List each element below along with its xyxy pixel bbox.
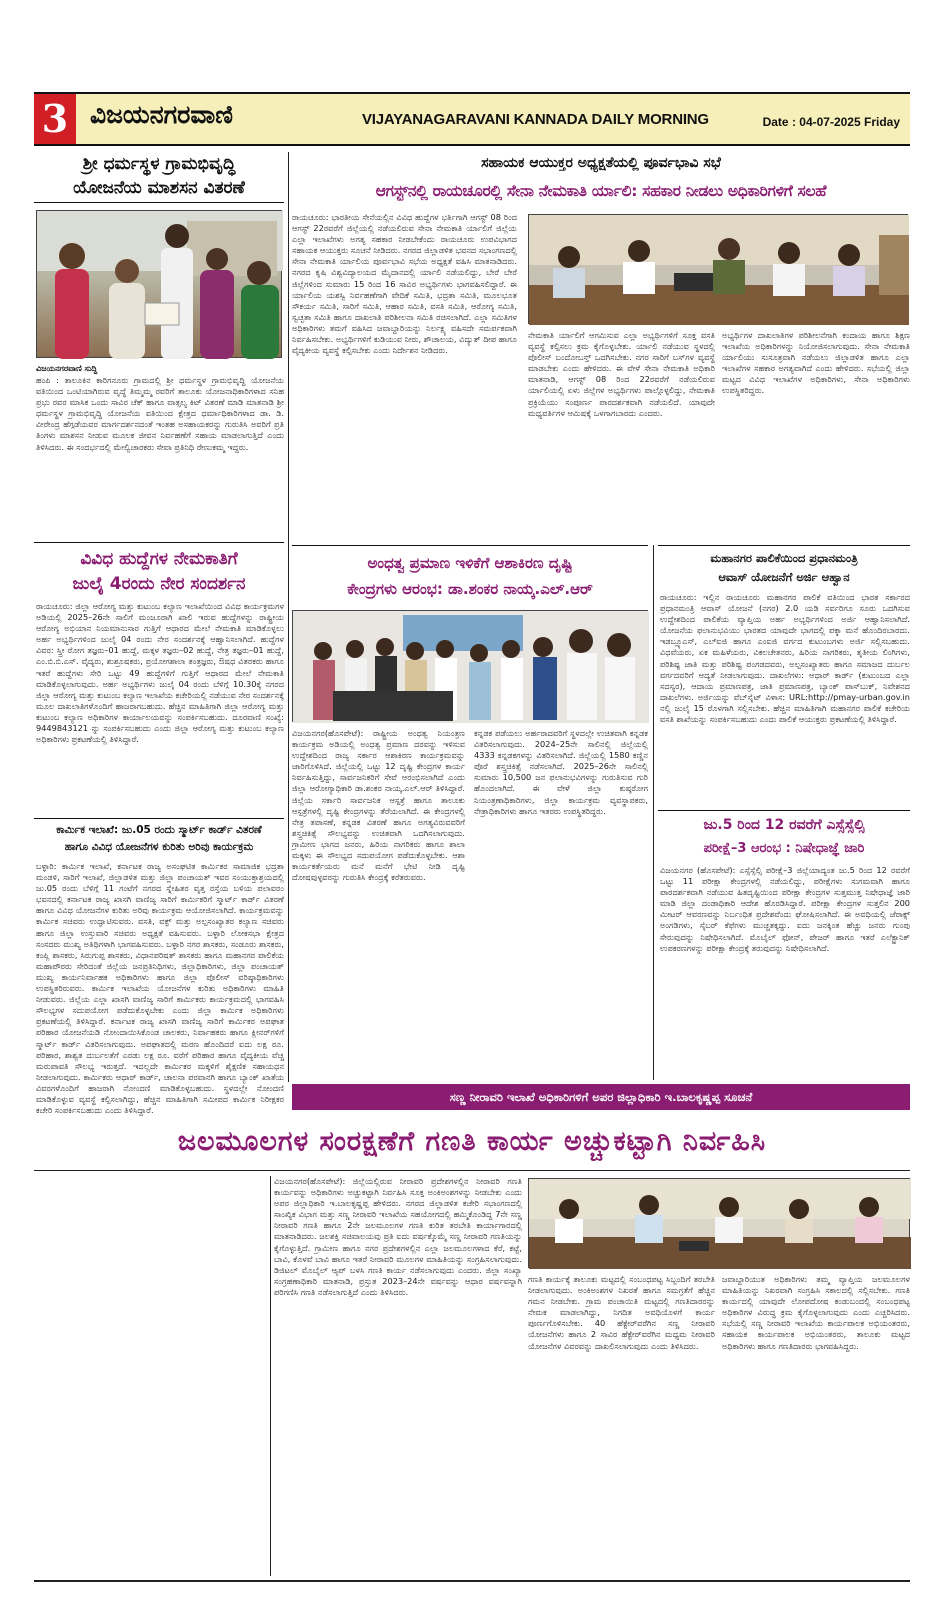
article-body: ರಾಯಚೂರು: ಜಿಲ್ಲಾ ಆರೋಗ್ಯ ಮತ್ತು ಕುಟುಂಬ ಕಲ್ಯಾಣ ಇಲಾಖೆಯಿಂದ ವಿವಿಧ ಕಾರ್ಯಕ್ರಮಗಳ ಅಡಿಯಲ್ಲಿ 2025–26ನೇ ಸಾಲಿಗೆ ಮಂಜೂರಾಗಿ ಖಾಲಿ ಇರುವ ಹುದ್ದೆಗಳನ್ನು ರಾಷ್ಟ್ರೀಯ ಆರೋಗ್ಯ ಅಭಿಯಾನ ನಿಯಮಾನುಸಾರ ಗುತ್ತಿಗೆ ಆಧಾರದ ಮೇಲೆ ನೇಮಕಾತಿ ಮಾಡಿಕೊಳ್ಳಲು ಅರ್ಹ ಅಭ್ಯರ್ಥಿಗಳಿಂದ ಜುಲೈ 04 ರಂದು ನೇರ ಸಂದರ್ಶನಕ್ಕೆ ಆಹ್ವಾನಿಸಲಾಗಿದೆ. ಹುದ್ದೆಗಳ ವಿವರ: ಸ್ತ್ರೀ ರೋಗ ತಜ್ಞರು–01 ಹುದ್ದೆ, ಮಕ್ಕಳ ತಜ್ಞರು–02 ಹುದ್ದೆ, ನೇತ್ರ ತಜ್ಞರು–01 ಹುದ್ದೆ, ಎಂ.ಬಿ.ಬಿ.ಎಸ್. ವೈದ್ಯರು, ಶುಶ್ರೂಷಕರು, ಪ್ರಯೋಗಶಾಲಾ ತಂತ್ರಜ್ಞರು, ಔಷಧ ವಿತರಕರು ಹಾಗೂ ಇತರೆ ಹುದ್ದೆಗಳು ಸೇರಿ ಒಟ್ಟು 49 ಹುದ್ದೆಗಳಿಗೆ ಗುತ್ತಿಗೆ ಆಧಾರದ ಮೇಲೆ ನೇಮಕಾತಿ ಮಾಡಿಕೊಳ್ಳಲಾಗುವುದು. ಅರ್ಹ ಅಭ್ಯರ್ಥಿಗಳು ಜುಲೈ 04 ರಂದು ಬೆಳಿಗ್ಗೆ 10.30ಕ್ಕೆ ನಗರದ ಜಿಲ್ಲಾ ಆರೋಗ್ಯ ಮತ್ತು ಕುಟುಂಬ ಕಲ್ಯಾಣ ಇಲಾಖೆಯ ಕಚೇರಿಯಲ್ಲಿ ನಡೆಯುವ ನೇರ ಸಂದರ್ಶನಕ್ಕೆ ಮೂಲ ದಾಖಲಾತಿಗಳೊಂದಿಗೆ ಹಾಜರಾಗಬಹುದು. ಹೆಚ್ಚಿನ ಮಾಹಿತಿಗಾಗಿ ಜಿಲ್ಲಾ ಆರೋಗ್ಯ ಮತ್ತು ಕುಟುಂಬ ಕಲ್ಯಾಣ ಅಧಿಕಾರಿಗಳ ಕಾರ್ಯಾಲಯವನ್ನು ಸಂಪರ್ಕಿಸಬಹುದು. ದೂರವಾಣಿ ಸಂಖ್ಯೆ: 9449843121 ನ್ನು ಸಂಪರ್ಕಿಸಬಹುದು ಎಂದು ಜಿಲ್ಲಾ ಆರೋಗ್ಯ ಮತ್ತು ಕುಟುಂಬ ಕಲ್ಯಾಣ ಅಧಿಕಾರಿಗಳು ಪ್ರಕಟಣೆಯಲ್ಲಿ ತಿಳಿಸಿದ್ದಾರೆ. — [36, 601, 284, 745]
article-awas-yojana — [658, 545, 910, 807]
headline-line-2: ಜುಲೈ 4ರಂದು ನೇರ ಸಂದರ್ಶನ — [72, 574, 246, 594]
article-sena-rally — [292, 152, 910, 540]
article-direct-interview — [34, 542, 284, 814]
kicker: ಸಹಾಯಕ ಆಯುಕ್ತರ ಅಧ್ಯಕ್ಷತೆಯಲ್ಲಿ ಪೂರ್ವಭಾವಿ ಸಭೆ — [481, 155, 721, 171]
headline-line-1: ಜು.5 ರಿಂದ 12 ರವರೆಗೆ ಎಸ್ಸೆಸ್ಸೆಲ್ಸಿ — [703, 817, 865, 833]
article-body-col1: ರಾಯಚೂರು: ಭಾರತೀಯ ಸೇನೆಯಲ್ಲಿನ ವಿವಿಧ ಹುದ್ದೆಗಳ ಭರ್ತಿಗಾಗಿ ಆಗಸ್ಟ್ 08 ರಿಂದ ಆಗಸ್ಟ್ 22ರವರೆಗೆ ಜಿಲ್ಲೆಯಲ್ಲಿ ನಡೆಯಲಿರುವ ಸೇನಾ ನೇಮಕಾತಿ ರ್ಯಾಲಿಗೆ ಜಿಲ್ಲೆಯ ಎಲ್ಲಾ ಇಲಾಖೆಗಳು ಅಗತ್ಯ ಸಹಕಾರ ನೀಡಬೇಕೆಂದು ರಾಯಚೂರು ಉಪವಿಭಾಗದ ಸಹಾಯಕ ಆಯುಕ್ತರು ಸೂಚನೆ ನೀಡಿದರು. ನಗರದ ಜಿಲ್ಲಾಡಳಿತ ಭವನದ ಸಭಾಂಗಣದಲ್ಲಿ ಸೇನಾ ನೇಮಕಾತಿ ರ್ಯಾಲಿಯ ಪೂರ್ವಭಾವಿ ಸಭೆಯ ಅಧ್ಯಕ್ಷತೆ ವಹಿಸಿ ಮಾತನಾಡಿದರು. ನಗರದ ಕೃಷಿ ವಿಶ್ವವಿದ್ಯಾಲಯದ ಮೈದಾನದಲ್ಲಿ ರ್ಯಾಲಿ ನಡೆಯಲಿದ್ದು, ಬೇರೆ ಬೇರೆ ಜಿಲ್ಲೆಗಳಿಂದ ಸುಮಾರು 15 ರಿಂದ 16 ಸಾವಿರ ಅಭ್ಯರ್ಥಿಗಳು ಭಾಗವಹಿಸಲಿದ್ದಾರೆ. ಈ ರ್ಯಾಲಿಯ ಯಶಸ್ವಿ ನಿರ್ವಹಣೆಗಾಗಿ ವೇದಿಕೆ ಸಮಿತಿ, ಭದ್ರತಾ ಸಮಿತಿ, ಮೂಲಭೂತ ಸೌಕರ್ಯ ಸಮಿತಿ, ಸಾರಿಗೆ ಸಮಿತಿ, ಆಹಾರ ಸಮಿತಿ, ವಸತಿ ಸಮಿತಿ, ಆರೋಗ್ಯ ಸಮಿತಿ, ಸ್ವಚ್ಛತಾ ಸಮಿತಿ ಹಾಗೂ ದಾಖಲಾತಿ ಪರಿಶೀಲನಾ ಸಮಿತಿ ರಚಿಸಲಾಗಿದೆ. ಎಲ್ಲಾ ಸಮಿತಿಗಳ ಅಧಿಕಾರಿಗಳು ತಮಗೆ ವಹಿಸಿದ ಜವಾಬ್ದಾರಿಯನ್ನು ನಿರ್ಲಕ್ಷ್ಯ ವಹಿಸದೇ ಸಮರ್ಪಕವಾಗಿ ನಿರ್ವಹಿಸಬೇಕು. ಅಭ್ಯರ್ಥಿಗಳಿಗೆ ಕುಡಿಯುವ ನೀರು, ಶೌಚಾಲಯ, ವಿದ್ಯುತ್ ದೀಪ ಹಾಗೂ ವೈದ್ಯಕೀಯ ವ್ಯವಸ್ಥೆ ಕಲ್ಪಿಸಬೇಕು ಎಂದು ನಿರ್ದೇಶನ ನೀಡಿದರು. — [292, 212, 517, 356]
article-jalamoola — [34, 1114, 910, 1578]
footer-rule — [34, 1580, 910, 1582]
article-body-col3: ಜವಾಬ್ದಾರಿಯುತ ಅಧಿಕಾರಿಗಳು ತಮ್ಮ ವ್ಯಾಪ್ತಿಯ ಜಲಮೂಲಗಳ ಮಾಹಿತಿಯನ್ನು ನಿಖರವಾಗಿ ಸಂಗ್ರಹಿಸಿ ಸಕಾಲದಲ್ಲಿ ಸಲ್ಲಿಸಬೇಕು. ಗಣತಿ ಕಾರ್ಯದಲ್ಲಿ ಯಾವುದೇ ಲೋಪದೋಷ ಕಂಡುಬಂದಲ್ಲಿ ಸಂಬಂಧಪಟ್ಟ ಅಧಿಕಾರಿಗಳ ವಿರುದ್ಧ ಕ್ರಮ ಕೈಗೊಳ್ಳಲಾಗುವುದು ಎಂದು ಎಚ್ಚರಿಸಿದರು. ಸಭೆಯಲ್ಲಿ ಸಣ್ಣ ನೀರಾವರಿ ಇಲಾಖೆಯ ಕಾರ್ಯಪಾಲಕ ಅಭಿಯಂತರರು, ಸಹಾಯಕ ಕಾರ್ಯಪಾಲಕ ಅಭಿಯಂತರರು, ತಾಲೂಕು ಮಟ್ಟದ ಅಧಿಕಾರಿಗಳು ಹಾಗೂ ಗಣತಿದಾರರು ಭಾಗವಹಿಸಿದ್ದರು. — [722, 1274, 910, 1351]
article-body-col1: ವಿಜಯನಗರ(ಹೊಸಪೇಟೆ): ಜಿಲ್ಲೆಯಲ್ಲಿರುವ ನೀರಾವರಿ ಪ್ರದೇಶಗಳಲ್ಲಿನ ನೀರಾವರಿ ಗಣತಿ ಕಾರ್ಯವನ್ನು ಅಧಿಕಾರಿಗಳು ಅಚ್ಚುಕಟ್ಟಾಗಿ ನಿರ್ವಹಿಸಿ ಸೂಕ್ತ ಅಂಕಿಅಂಶಗಳನ್ನು ನೀಡಬೇಕು ಎಂದು ಅಪರ ಜಿಲ್ಲಾಧಿಕಾರಿ ಇ.ಬಾಲಕೃಷ್ಣಪ್ಪ ಹೇಳಿದರು. ನಗರದ ಜಿಲ್ಲಾಡಳಿತ ಕಚೇರಿ ಸಭಾಂಗಣದಲ್ಲಿ ಸಾಂಖ್ಯಿಕ ವಿಭಾಗ ಮತ್ತು ಸಣ್ಣ ನೀರಾವರಿ ಇಲಾಖೆಯ ಸಹಯೋಗದಲ್ಲಿ ಹಮ್ಮಿಕೊಂಡಿದ್ದ 7ನೇ ಸಣ್ಣ ನೀರಾವರಿ ಗಣತಿ ಹಾಗೂ 2ನೇ ಜಲಮೂಲಗಳ ಗಣತಿ ಕುರಿತ ತರಬೇತಿ ಕಾರ್ಯಾಗಾರದಲ್ಲಿ ಮಾತನಾಡಿದರು. ಜಲಶಕ್ತಿ ಸಚಿವಾಲಯವು ಪ್ರತಿ ಐದು ವರ್ಷಕ್ಕೊಮ್ಮೆ ಸಣ್ಣ ನೀರಾವರಿ ಗಣತಿಯನ್ನು ಕೈಗೊಳ್ಳುತ್ತಿದೆ. ಗ್ರಾಮೀಣ ಹಾಗೂ ನಗರ ಪ್ರದೇಶಗಳಲ್ಲಿನ ಎಲ್ಲಾ ಜಲಮೂಲಗಳಾದ ಕೆರೆ, ಕಟ್ಟೆ, ಬಾವಿ, ಕೊಳವೆ ಬಾವಿ ಹಾಗೂ ಇತರೆ ನೀರಾವರಿ ಮೂಲಗಳ ಮಾಹಿತಿಯನ್ನು ಸಂಗ್ರಹಿಸಲಾಗುವುದು. ಡಿಜಿಟಲ್ ಮೊಬೈಲ್ ಆ್ಯಪ್ ಬಳಸಿ ಗಣತಿ ಕಾರ್ಯ ನಡೆಸಲಾಗುವುದು ಎಂದರು. ಜಿಲ್ಲಾ ಸಂಖ್ಯಾ ಸಂಗ್ರಹಣಾಧಿಕಾರಿ ಮಾತನಾಡಿ, ಪ್ರಸ್ತುತ 2023–24ನೇ ವರ್ಷವನ್ನು ಆಧಾರ ವರ್ಷವನ್ನಾಗಿ ಪರಿಗಣಿಸಿ ಗಣತಿ ನಡೆಸಲಾಗುತ್ತಿದೆ ಎಂದು ತಿಳಿಸಿದರು. — [274, 1176, 522, 1297]
article-body-col3: ಅಭ್ಯರ್ಥಿಗಳ ದಾಖಲಾತಿಗಳ ಪರಿಶೀಲನೆಗಾಗಿ ಕಂದಾಯ ಹಾಗೂ ಶಿಕ್ಷಣ ಇಲಾಖೆಯ ಅಧಿಕಾರಿಗಳನ್ನು ನಿಯೋಜಿಸಲಾಗುವುದು. ಸೇನಾ ನೇಮಕಾತಿ ರ್ಯಾಲಿಯು ಸುಸೂತ್ರವಾಗಿ ನಡೆಯಲು ಜಿಲ್ಲಾಡಳಿತ ಹಾಗೂ ಎಲ್ಲಾ ಇಲಾಖೆಗಳ ಸಹಕಾರ ಅಗತ್ಯವಾಗಿದೆ ಎಂದು ಹೇಳಿದರು. ಸಭೆಯಲ್ಲಿ ಜಿಲ್ಲಾ ಮಟ್ಟದ ವಿವಿಧ ಇಲಾಖೆಗಳ ಅಧಿಕಾರಿಗಳು, ಸೇನಾ ಅಧಿಕಾರಿಗಳು ಉಪಸ್ಥಿತರಿದ್ದರು. — [722, 330, 910, 396]
headline-line-1: ಶ್ರೀ ಧರ್ಮಸ್ಥಳ ಗ್ರಾಮಭಿವೃದ್ಧಿ — [82, 154, 236, 174]
photo-women-handover — [36, 210, 282, 358]
headline: ಆಗಸ್ಟ್‌ನಲ್ಲಿ ರಾಯಚೂರಲ್ಲಿ ಸೇನಾ ನೇಮಕಾತಿ ರ್ಯಾಲಿ: ಸಹಕಾರ ನೀಡಲು ಅಧಿಕಾರಿಗಳಿಗೆ ಸಲಹೆ — [375, 182, 827, 200]
photo-meeting-table — [528, 214, 908, 324]
article-body-col2: ಕನ್ನಡಕ ಪಡೆಯಲು ಅರ್ಹರಾದವರಿಗೆ ಸ್ಥಳದಲ್ಲೇ ಉಚಿತವಾಗಿ ಕನ್ನಡಕ ವಿತರಿಸಲಾಗುವುದು. 2024–25ನೇ ಸಾಲಿನಲ್ಲಿ ಜಿಲ್ಲೆಯಲ್ಲಿ 4333 ಕನ್ನಡಕಗಳನ್ನು ವಿತರಿಸಲಾಗಿದೆ. ಜಿಲ್ಲೆಯಲ್ಲಿ 1580 ಕಣ್ಣಿನ ಪೊರೆ ಶಸ್ತ್ರಚಿಕಿತ್ಸೆ ನಡೆಸಲಾಗಿದೆ. 2025–26ನೇ ಸಾಲಿನಲ್ಲಿ ಸುಮಾರು 10,500 ಜನ ಫಲಾನುಭವಿಗಳನ್ನು ಗುರುತಿಸುವ ಗುರಿ ಹೊಂದಲಾಗಿದೆ. ಈ ವೇಳೆ ಜಿಲ್ಲಾ ಕುಷ್ಠರೋಗ ನಿಯಂತ್ರಣಾಧಿಕಾರಿಗಳು, ಜಿಲ್ಲಾ ಕಾರ್ಯಕ್ರಮ ವ್ಯವಸ್ಥಾಪಕರು, ನೇತ್ರಾಧಿಕಾರಿಗಳು ಹಾಗೂ ಇತರರು ಉಪಸ್ಥಿತರಿದ್ದರು. — [474, 728, 648, 816]
banner-text: ಸಣ್ಣ ನೀರಾವರಿ ಇಲಾಖೆ ಅಧಿಕಾರಿಗಳಿಗೆ ಅಪರ ಜಿಲ್ಲಾಧಿಕಾರಿ ಇ.ಬಾಲಕೃಷ್ಣಪ್ಪ ಸೂಚನೆ — [449, 1090, 753, 1104]
column-rule-right — [653, 545, 654, 1080]
article-body-col1: ವಿಜಯನಗರ(ಹೊಸಪೇಟೆ): ರಾಷ್ಟ್ರೀಯ ಅಂಧತ್ವ ನಿಯಂತ್ರಣ ಕಾರ್ಯಕ್ರಮ ಅಡಿಯಲ್ಲಿ ಅಂಧತ್ವ ಪ್ರಮಾಣ ದರವನ್ನು ಇಳಿಸುವ ಉದ್ದೇಶದಿಂದ ರಾಜ್ಯ ಸರ್ಕಾರ ಆಶಾಕಿರಣ ಕಾರ್ಯಕ್ರಮವನ್ನು ಜಾರಿಗೊಳಿಸಿದೆ. ಜಿಲ್ಲೆಯಲ್ಲಿ ಒಟ್ಟು 12 ದೃಷ್ಟಿ ಕೇಂದ್ರಗಳ ಕಾರ್ಯ ನಿರ್ವಹಿಸುತ್ತಿದ್ದು, ಸಾರ್ವಜನಿಕರಿಗೆ ಸೇವೆ ಆರಂಭಿಸಲಾಗಿದೆ ಎಂದು ಜಿಲ್ಲಾ ಆರೋಗ್ಯಾಧಿಕಾರಿ ಡಾ.ಶಂಕರ ನಾಯ್ಕ.ಎಲ್.ಆರ್ ತಿಳಿಸಿದ್ದಾರೆ. ಜಿಲ್ಲೆಯ ಸರ್ಕಾರಿ ಸಾರ್ವಜನಿಕ ಆಸ್ಪತ್ರೆ ಹಾಗೂ ತಾಲೂಕು ಆಸ್ಪತ್ರೆಗಳಲ್ಲಿ ದೃಷ್ಟಿ ಕೇಂದ್ರಗಳನ್ನು ತೆರೆಯಲಾಗಿದೆ. ಈ ಕೇಂದ್ರಗಳಲ್ಲಿ ನೇತ್ರ ತಪಾಸಣೆ, ಕನ್ನಡಕ ವಿತರಣೆ ಹಾಗೂ ಅಗತ್ಯವಿರುವವರಿಗೆ ಶಸ್ತ್ರಚಿಕಿತ್ಸೆ ಸೌಲಭ್ಯವನ್ನು ಉಚಿತವಾಗಿ ಒದಗಿಸಲಾಗುವುದು. ಗ್ರಾಮೀಣ ಭಾಗದ ಜನರು, ಹಿರಿಯ ನಾಗರಿಕರು ಹಾಗೂ ಶಾಲಾ ಮಕ್ಕಳು ಈ ಸೌಲಭ್ಯದ ಸದುಪಯೋಗ ಪಡೆದುಕೊಳ್ಳಬೇಕು. ಆಶಾ ಕಾರ್ಯಕರ್ತೆಯರು ಮನೆ ಮನೆಗೆ ಭೇಟಿ ನೀಡಿ ದೃಷ್ಟಿ ದೋಷವುಳ್ಳವರನ್ನು ಗುರುತಿಸಿ ಕೇಂದ್ರಕ್ಕೆ ಕರೆತರುವರು. — [292, 728, 465, 883]
article-body: ವಿಜಯನಗರ (ಹೊಸಪೇಟೆ): ಎಸ್ಸೆಸ್ಸೆಲ್ಸಿ ಪರೀಕ್ಷೆ–3 ಜಿಲ್ಲೆಯಾದ್ಯಂತ ಜು.5 ರಿಂದ 12 ರವರೆಗೆ ಒಟ್ಟು 11 ಪರೀಕ್ಷಾ ಕೇಂದ್ರಗಳಲ್ಲಿ ನಡೆಯಲಿದ್ದು, ಪರೀಕ್ಷೆಗಳು ಸುಗಮವಾಗಿ ಹಾಗೂ ಪಾರದರ್ಶಕವಾಗಿ ನಡೆಯುವ ಹಿತದೃಷ್ಟಿಯಿಂದ ಪರೀಕ್ಷಾ ಕೇಂದ್ರಗಳ ಸುತ್ತಮುತ್ತ ನಿಷೇಧಾಜ್ಞೆ ಜಾರಿ ಮಾಡಿ ಜಿಲ್ಲಾ ದಂಡಾಧಿಕಾರಿ ಆದೇಶ ಹೊರಡಿಸಿದ್ದಾರೆ. ಪರೀಕ್ಷಾ ಕೇಂದ್ರಗಳ ಸುತ್ತಲಿನ 200 ಮೀಟರ್ ಆವರಣವನ್ನು ನಿರ್ಬಂಧಿತ ಪ್ರದೇಶವೆಂದು ಘೋಷಿಸಲಾಗಿದೆ. ಈ ಅವಧಿಯಲ್ಲಿ ಜೆರಾಕ್ಸ್ ಅಂಗಡಿಗಳು, ಸೈಬರ್ ಕೆಫೆಗಳು ಮುಚ್ಚತಕ್ಕದ್ದು. ಐದು ಜನಕ್ಕಿಂತ ಹೆಚ್ಚು ಜನರು ಗುಂಪು ಸೇರುವುದನ್ನು ನಿಷೇಧಿಸಲಾಗಿದೆ. ಮೊಬೈಲ್ ಫೋನ್, ಪೇಜರ್ ಹಾಗೂ ಇತರೆ ಎಲೆಕ್ಟ್ರಾನಿಕ್ ಉಪಕರಣಗಳನ್ನು ಪರೀಕ್ಷಾ ಕೇಂದ್ರಕ್ಕೆ ತರುವುದನ್ನು ನಿಷೇಧಿಸಲಾಗಿದೆ. — [660, 865, 910, 953]
headline-line-2: ಹಾಗೂ ವಿವಿಧ ಯೋಜನೆಗಳ ಕುರಿತು ಅರಿವು ಕಾರ್ಯಕ್ರಮ — [64, 841, 254, 853]
article-body-col2: ಗಣತಿ ಕಾರ್ಯಕ್ಕೆ ತಾಲೂಕು ಮಟ್ಟದಲ್ಲಿ ಸಂಬಂಧಪಟ್ಟ ಸಿಬ್ಬಂದಿಗೆ ತರಬೇತಿ ನೀಡಲಾಗುವುದು. ಅಂಕಿಅಂಶಗಳ ನಿಖರತೆ ಹಾಗೂ ಸಮಗ್ರತೆಗೆ ಹೆಚ್ಚಿನ ಗಮನ ನೀಡಬೇಕು. ಗ್ರಾಮ ಪಂಚಾಯಿತಿ ಮಟ್ಟದಲ್ಲಿ ಗಣತಿದಾರರನ್ನು ನೇಮಕ ಮಾಡಲಾಗಿದ್ದು, ನಿಗದಿತ ಅವಧಿಯೊಳಗೆ ಕಾರ್ಯ ಪೂರ್ಣಗೊಳಿಸಬೇಕು. 40 ಹೆಕ್ಟೇರ್‌ವರೆಗಿನ ಸಣ್ಣ ನೀರಾವರಿ ಯೋಜನೆಗಳು ಹಾಗೂ 2 ಸಾವಿರ ಹೆಕ್ಟೇರ್‌ವರೆಗಿನ ಮಧ್ಯಮ ನೀರಾವರಿ ಯೋಜನೆಗಳ ವಿವರವನ್ನು ದಾಖಲಿಸಲಾಗುವುದು ಎಂದು ತಿಳಿಸಿದರು. — [528, 1274, 715, 1351]
headline: ಜಲಮೂಲಗಳ ಸಂರಕ್ಷಣೆಗೆ ಗಣತಿ ಕಾರ್ಯ ಅಚ್ಚುಕಟ್ಟಾಗಿ ನಿರ್ವಹಿಸಿ — [177, 1126, 767, 1157]
article-dharmasthala — [34, 152, 284, 538]
brand-kannada: ವಿಜಯನಗರವಾಣಿ — [90, 100, 233, 129]
headline-line-1: ವಿವಿಧ ಹುದ್ದೆಗಳ ನೇಮಕಾತಿಗೆ — [80, 549, 238, 569]
headline-rule — [34, 1170, 910, 1171]
headline-line-1: ಅಂಧತ್ವ ಪ್ರಮಾಣ ಇಳಿಕೆಗೆ ಆಶಾಕಿರಣ ದೃಷ್ಟಿ — [367, 554, 573, 572]
banner-minor-irrigation — [292, 1084, 910, 1110]
issue-date: Date : 04-07-2025 Friday — [762, 115, 900, 129]
article-sslc-exam — [658, 810, 910, 1080]
photo-officials-meeting — [528, 1178, 910, 1268]
article-smart-card — [34, 818, 284, 1116]
page-number-badge: 3 — [34, 94, 76, 144]
headline-line-2: ಆವಾಸ್ ಯೋಜನೆಗೆ ಅರ್ಜಿ ಆಹ್ವಾನ — [718, 570, 850, 584]
article-body-col2: ನೇಮಕಾತಿ ರ್ಯಾಲಿಗೆ ಆಗಮಿಸುವ ಎಲ್ಲಾ ಅಭ್ಯರ್ಥಿಗಳಿಗೆ ಸೂಕ್ತ ವಸತಿ ವ್ಯವಸ್ಥೆ ಕಲ್ಪಿಸಲು ಕ್ರಮ ಕೈಗೊಳ್ಳಬೇಕು. ರ್ಯಾಲಿ ನಡೆಯುವ ಸ್ಥಳದಲ್ಲಿ ಪೊಲೀಸ್ ಬಂದೋಬಸ್ತ್ ಒದಗಿಸಬೇಕು. ನಗರ ಸಾರಿಗೆ ಬಸ್‌ಗಳ ವ್ಯವಸ್ಥೆ ಮಾಡಬೇಕು ಎಂದು ಹೇಳಿದರು. ಈ ವೇಳೆ ಸೇನಾ ನೇಮಕಾತಿ ಅಧಿಕಾರಿ ಮಾತನಾಡಿ, ಆಗಸ್ಟ್ 08 ರಿಂದ 22ರವರೆಗೆ ನಡೆಯಲಿರುವ ರ್ಯಾಲಿಯಲ್ಲಿ ಏಳು ಜಿಲ್ಲೆಗಳ ಅಭ್ಯರ್ಥಿಗಳು ಪಾಲ್ಗೊಳ್ಳಲಿದ್ದು, ನೇಮಕಾತಿ ಪ್ರಕ್ರಿಯೆಯು ಸಂಪೂರ್ಣ ಪಾರದರ್ಶಕವಾಗಿ ನಡೆಯಲಿದೆ. ಯಾವುದೇ ಮಧ್ಯವರ್ತಿಗಳ ಆಮಿಷಕ್ಕೆ ಒಳಗಾಗಬಾರದು ಎಂದರು. — [528, 330, 715, 418]
article-body: ಹಂಪಿ : ತಾಲೂಕಿನ ಕಾರಿಗನೂರು ಗ್ರಾಮದಲ್ಲಿ ಶ್ರೀ ಧರ್ಮಸ್ಥಳ ಗ್ರಾಮಭಿವೃದ್ಧಿ ಯೋಜನೆಯ ವತಿಯಿಂದ ಒಂಟಿಯಾಗಿರುವ ವೃದ್ಧೆ ತಿಮ್ಮಮ್ಮ ರವರಿಗೆ ತಾಲೂಕು ಯೋಜನಾಧಿಕಾರಿಗಳಾದ ಸನಿಹ ಪ್ರಭು ರವರ ಮಾಸಿಕ ಒಂದು ಸಾವಿರ ಚೆಕ್ ಹಾಗೂ ವಾತ್ಸಲ್ಯ ಕಿಟ್ ವಿತರಣೆ ಮಾಡಿ ಮಾತನಾಡಿ ಶ್ರೀ ಧರ್ಮಸ್ಥಳ ಗ್ರಾಮಭಿವೃದ್ಧಿ ಯೋಜನೆಯ ವತಿಯಿಂದ ಕ್ಷೇತ್ರದ ಧರ್ಮಾಧಿಕಾರಿಗಳಾದ ಡಾ. ಡಿ. ವೀರೇಂದ್ರ ಹೆಗ್ಗಡೆಯವರ ಮಾರ್ಗದರ್ಶನದಂತೆ ಇಂತಹ ಅಸಹಾಯಕರನ್ನು ಗುರುತಿಸಿ ಅವರಿಗೆ ಪ್ರತಿ ತಿಂಗಳು ಮಾಶಸನ ನೀಡುವ ಮೂಲಕ ಜೀವನ ನಿರ್ವಹಣೆಗೆ ಸಹಾಯ ಮಾಡಲಾಗುತ್ತಿದೆ ಎಂದು ತಿಳಿಸಿದರು. ಈ ಸಂದರ್ಭದಲ್ಲಿ ಮೇಲ್ವಿಚಾರಕರು ಸೇವಾ ಪ್ರತಿನಿಧಿ ರೇಣುಕಮ್ಮ ಇದ್ದರು. — [36, 375, 284, 452]
headline-line-1: ಮಹಾನಗರ ಪಾಲಿಕೆಯಿಂದ ಪ್ರಧಾನಮಂತ್ರಿ — [710, 551, 858, 565]
brand-english: VIJAYANAGARAVANI KANNADA DAILY MORNING — [362, 111, 709, 128]
article-body: ಬಳ್ಳಾರಿ: ಕಾರ್ಮಿಕ ಇಲಾಖೆ, ಕರ್ನಾಟಕ ರಾಜ್ಯ ಅಸಂಘಟಿತ ಕಾರ್ಮಿಕರ ಸಾಮಾಜಿಕ ಭದ್ರತಾ ಮಂಡಳಿ, ಸಾರಿಗೆ ಇಲಾಖೆ, ಜಿಲ್ಲಾಡಳಿತ ಮತ್ತು ಜಿಲ್ಲಾ ಪಂಚಾಯತ್ ಇವರ ಸಂಯುಕ್ತಾಶ್ರಯದಲ್ಲಿ ಜು.05 ರಂದು ಬೆಳಿಗ್ಗೆ 11 ಗಂಟೆಗೆ ನಗರದ ಸ್ನೇಹಿತರ ವೃತ್ತ ರಸ್ತೆಯ ಬಳಿಯ ಪಲಾವರಂ ಭವನದಲ್ಲಿ ಕರ್ನಾಟಕ ರಾಜ್ಯ ಖಾಸಗಿ ವಾಣಿಜ್ಯ ಸಾರಿಗೆ ಕಾರ್ಮಿಕರಿಗೆ ಸ್ಮಾರ್ಟ್ ಕಾರ್ಡ್ ವಿತರಣೆ ಹಾಗೂ ವಿವಿಧ ಯೋಜನೆಗಳ ಕುರಿತು ಅರಿವು ಕಾರ್ಯಕ್ರಮ ಆಯೋಜಿಸಲಾಗಿದೆ. ಕಾರ್ಯಕ್ರಮವನ್ನು ಕಾರ್ಮಿಕ ಸಚಿವರು ಉದ್ಘಾಟಿಸುವರು. ವಸತಿ, ವಕ್ಫ್ ಮತ್ತು ಅಲ್ಪಸಂಖ್ಯಾತರ ಕಲ್ಯಾಣ ಸಚಿವರು ಹಾಗೂ ಜಿಲ್ಲಾ ಉಸ್ತುವಾರಿ ಸಚಿವರು ಅಧ್ಯಕ್ಷತೆ ವಹಿಸುವರು. ಬಳ್ಳಾರಿ ಲೋಕಸಭಾ ಕ್ಷೇತ್ರದ ಸಂಸದರು ಮುಖ್ಯ ಅತಿಥಿಗಳಾಗಿ ಭಾಗವಹಿಸುವರು. ಬಳ್ಳಾರಿ ನಗರ ಶಾಸಕರು, ಸಂಡೂರು ಶಾಸಕರು, ಕಂಪ್ಲಿ ಶಾಸಕರು, ಸಿರುಗುಪ್ಪ ಶಾಸಕರು, ವಿಧಾನಪರಿಷತ್ ಶಾಸಕರು ಹಾಗೂ ಮಹಾನಗರ ಪಾಲಿಕೆಯ ಮಹಾಪೌರರು ಸೇರಿದಂತೆ ಜಿಲ್ಲೆಯ ಜನಪ್ರತಿನಿಧಿಗಳು, ಜಿಲ್ಲಾಧಿಕಾರಿಗಳು, ಜಿಲ್ಲಾ ಪಂಚಾಯತ್ ಮುಖ್ಯ ಕಾರ್ಯನಿರ್ವಾಹಕ ಅಧಿಕಾರಿಗಳು ಹಾಗೂ ಜಿಲ್ಲಾ ಪೊಲೀಸ್ ವರಿಷ್ಠಾಧಿಕಾರಿಗಳು ಉಪಸ್ಥಿತರಿರುವರು. ಕಾರ್ಮಿಕ ಇಲಾಖೆಯ ಯೋಜನೆಗಳ ಕುರಿತು ಅಧಿಕಾರಿಗಳು ಮಾಹಿತಿ ನೀಡುವರು. ಜಿಲ್ಲೆಯ ಎಲ್ಲಾ ಖಾಸಗಿ ವಾಣಿಜ್ಯ ಸಾರಿಗೆ ಕಾರ್ಮಿಕರು ಕಾರ್ಯಕ್ರಮದಲ್ಲಿ ಭಾಗವಹಿಸಿ ಸೌಲಭ್ಯಗಳ ಸದುಪಯೋಗ ಪಡೆದುಕೊಳ್ಳಬೇಕು ಎಂದು ಜಿಲ್ಲಾ ಕಾರ್ಮಿಕ ಅಧಿಕಾರಿಗಳು ಪ್ರಕಟಣೆಯಲ್ಲಿ ತಿಳಿಸಿದ್ದಾರೆ. ಕರ್ನಾಟಕ ರಾಜ್ಯ ಖಾಸಗಿ ವಾಣಿಜ್ಯ ಸಾರಿಗೆ ಕಾರ್ಮಿಕರ ಅಪಘಾತ ಪರಿಹಾರ ಯೋಜನೆಯಡಿ ನೋಂದಾಯಿಸಿಕೊಂಡ ಚಾಲಕರು, ನಿರ್ವಾಹಕರು ಹಾಗೂ ಕ್ಲೀನರ್‌ಗಳಿಗೆ ಸ್ಮಾರ್ಟ್ ಕಾರ್ಡ್ ವಿತರಿಸಲಾಗುವುದು. ಅಪಘಾತದಲ್ಲಿ ಮರಣ ಹೊಂದಿದರೆ ಐದು ಲಕ್ಷ ರೂ. ಪರಿಹಾರ, ಶಾಶ್ವತ ದುರ್ಬಲತೆಗೆ ಎರಡು ಲಕ್ಷ ರೂ. ವರೆಗೆ ಪರಿಹಾರ ಹಾಗೂ ವೈದ್ಯಕೀಯ ವೆಚ್ಚ ಮರುಪಾವತಿ ಸೌಲಭ್ಯ ಇರುತ್ತದೆ. ಇದಲ್ಲದೇ ಕಾರ್ಮಿಕರ ಮಕ್ಕಳಿಗೆ ಶೈಕ್ಷಣಿಕ ಸಹಾಯಧನ ನೀಡಲಾಗುವುದು. ಕಾರ್ಮಿಕರು ಆಧಾರ್ ಕಾರ್ಡ್, ಚಾಲನಾ ಪರವಾನಗಿ ಹಾಗೂ ಬ್ಯಾಂಕ್ ಖಾತೆಯ ವಿವರಗಳೊಂದಿಗೆ ಹಾಜರಾಗಿ ನೋಂದಣಿ ಮಾಡಿಕೊಳ್ಳಬಹುದು. ಸ್ಥಳದಲ್ಲೇ ನೋಂದಣಿ ಮಾಡಿಕೊಳ್ಳುವ ವ್ಯವಸ್ಥೆ ಕಲ್ಪಿಸಲಾಗಿದ್ದು, ಹೆಚ್ಚಿನ ಮಾಹಿತಿಗಾಗಿ ಸಮೀಪದ ಕಾರ್ಮಿಕ ನಿರೀಕ್ಷಕರ ಕಚೇರಿ ಸಂಪರ್ಕಿಸಬಹುದು ಎಂದು ತಿಳಿಸಿದ್ದಾರೆ. — [36, 861, 284, 1116]
column-rule-left — [288, 152, 289, 1082]
headline-line-2: ಯೋಜನೆಯ ಮಾಶಸನ ವಿತರಣೆ — [34, 176, 284, 203]
bottom-column-rule — [270, 1176, 271, 1576]
article-body: ರಾಯಚೂರು: ಇಲ್ಲಿನ ರಾಯಚೂರು ಮಹಾನಗರ ಪಾಲಿಕೆ ವತಿಯಿಂದ ಭಾರತ ಸರ್ಕಾರದ ಪ್ರಧಾನಮಂತ್ರಿ ಆವಾಸ್ ಯೋಜನೆ (ನಗರ) 2.0 ಯಡಿ ಸರ್ವರಿಗೂ ಸೂರು ಒದಗಿಸುವ ಉದ್ದೇಶದಿಂದ ಪಾಲಿಕೆಯ ವ್ಯಾಪ್ತಿಯ ಅರ್ಹ ಅಭ್ಯರ್ಥಿಗಳಿಂದ ಅರ್ಜಿ ಆಹ್ವಾನಿಸಲಾಗಿದೆ. ಯೋಜನೆಯ ಫಲಾನುಭವಿಯು ಭಾರತದ ಯಾವುದೇ ಭಾಗದಲ್ಲಿ ಪಕ್ಕಾ ಮನೆ ಹೊಂದಿರಬಾರದು. ಇಡಬ್ಲ್ಯೂಎಸ್, ಎಲ್‌ಐಜಿ ಹಾಗೂ ಎಂಐಜಿ ವರ್ಗದ ಕುಟುಂಬಗಳು ಅರ್ಜಿ ಸಲ್ಲಿಸಬಹುದು. ವಿಧವೆಯರು, ಏಕ ಮಹಿಳೆಯರು, ವಿಕಲಚೇತನರು, ಹಿರಿಯ ನಾಗರಿಕರು, ತೃತೀಯ ಲಿಂಗಿಗಳು, ಪರಿಶಿಷ್ಟ ಜಾತಿ ಮತ್ತು ಪರಿಶಿಷ್ಟ ಪಂಗಡದವರು, ಅಲ್ಪಸಂಖ್ಯಾತರು ಹಾಗೂ ಸಮಾಜದ ದುರ್ಬಲ ವರ್ಗದವರಿಗೆ ಆದ್ಯತೆ ನೀಡಲಾಗುವುದು. ದಾಖಲೆಗಳು: ಆಧಾರ್ ಕಾರ್ಡ್ (ಕುಟುಂಬದ ಎಲ್ಲಾ ಸದಸ್ಯರ), ಆದಾಯ ಪ್ರಮಾಣಪತ್ರ, ಜಾತಿ ಪ್ರಮಾಣಪತ್ರ, ಬ್ಯಾಂಕ್ ಪಾಸ್‌ಬುಕ್, ನಿವೇಶನದ ದಾಖಲೆಗಳು. ಅರ್ಜಿಯನ್ನು ವೆಬ್‌ಸೈಟ್ ವಿಳಾಸ: URL:http://pmay-urban.gov.in ನಲ್ಲಿ ಜುಲೈ 15 ರೊಳಗಾಗಿ ಸಲ್ಲಿಸಬೇಕು. ಹೆಚ್ಚಿನ ಮಾಹಿತಿಗಾಗಿ ಮಹಾನಗರ ಪಾಲಿಕೆ ಕಚೇರಿಯ ವಸತಿ ಶಾಖೆಯನ್ನು ಸಂಪರ್ಕಿಸಬಹುದು ಎಂದು ಪಾಲಿಕೆ ಆಯುಕ್ತರು ಪ್ರಕಟಣೆಯಲ್ಲಿ ತಿಳಿಸಿದ್ದಾರೆ. — [660, 592, 910, 725]
headline-line-1: ಕಾರ್ಮಿಕ ಇಲಾಖೆ: ಜು.05 ರಂದು ಸ್ಮಾರ್ಟ್ ಕಾರ್ಡ್ ವಿತರಣೆ — [56, 824, 262, 836]
headline-line-2: ಕೇಂದ್ರಗಳು ಆರಂಭ: ಡಾ.ಶಂಕರ ನಾಯ್ಕ.ಎಲ್.ಆರ್ — [347, 580, 593, 598]
dateline: ವಿಜಯನಗರವಾಣಿ ಸುದ್ದಿ — [36, 364, 98, 373]
article-ashakirana — [292, 545, 648, 1080]
photo-eye-camp-group — [292, 610, 648, 722]
headline-line-2: ಪರೀಕ್ಷೆ–3 ಆರಂಭ : ನಿಷೇಧಾಜ್ಞೆ ಜಾರಿ — [703, 841, 865, 856]
masthead — [34, 92, 910, 146]
